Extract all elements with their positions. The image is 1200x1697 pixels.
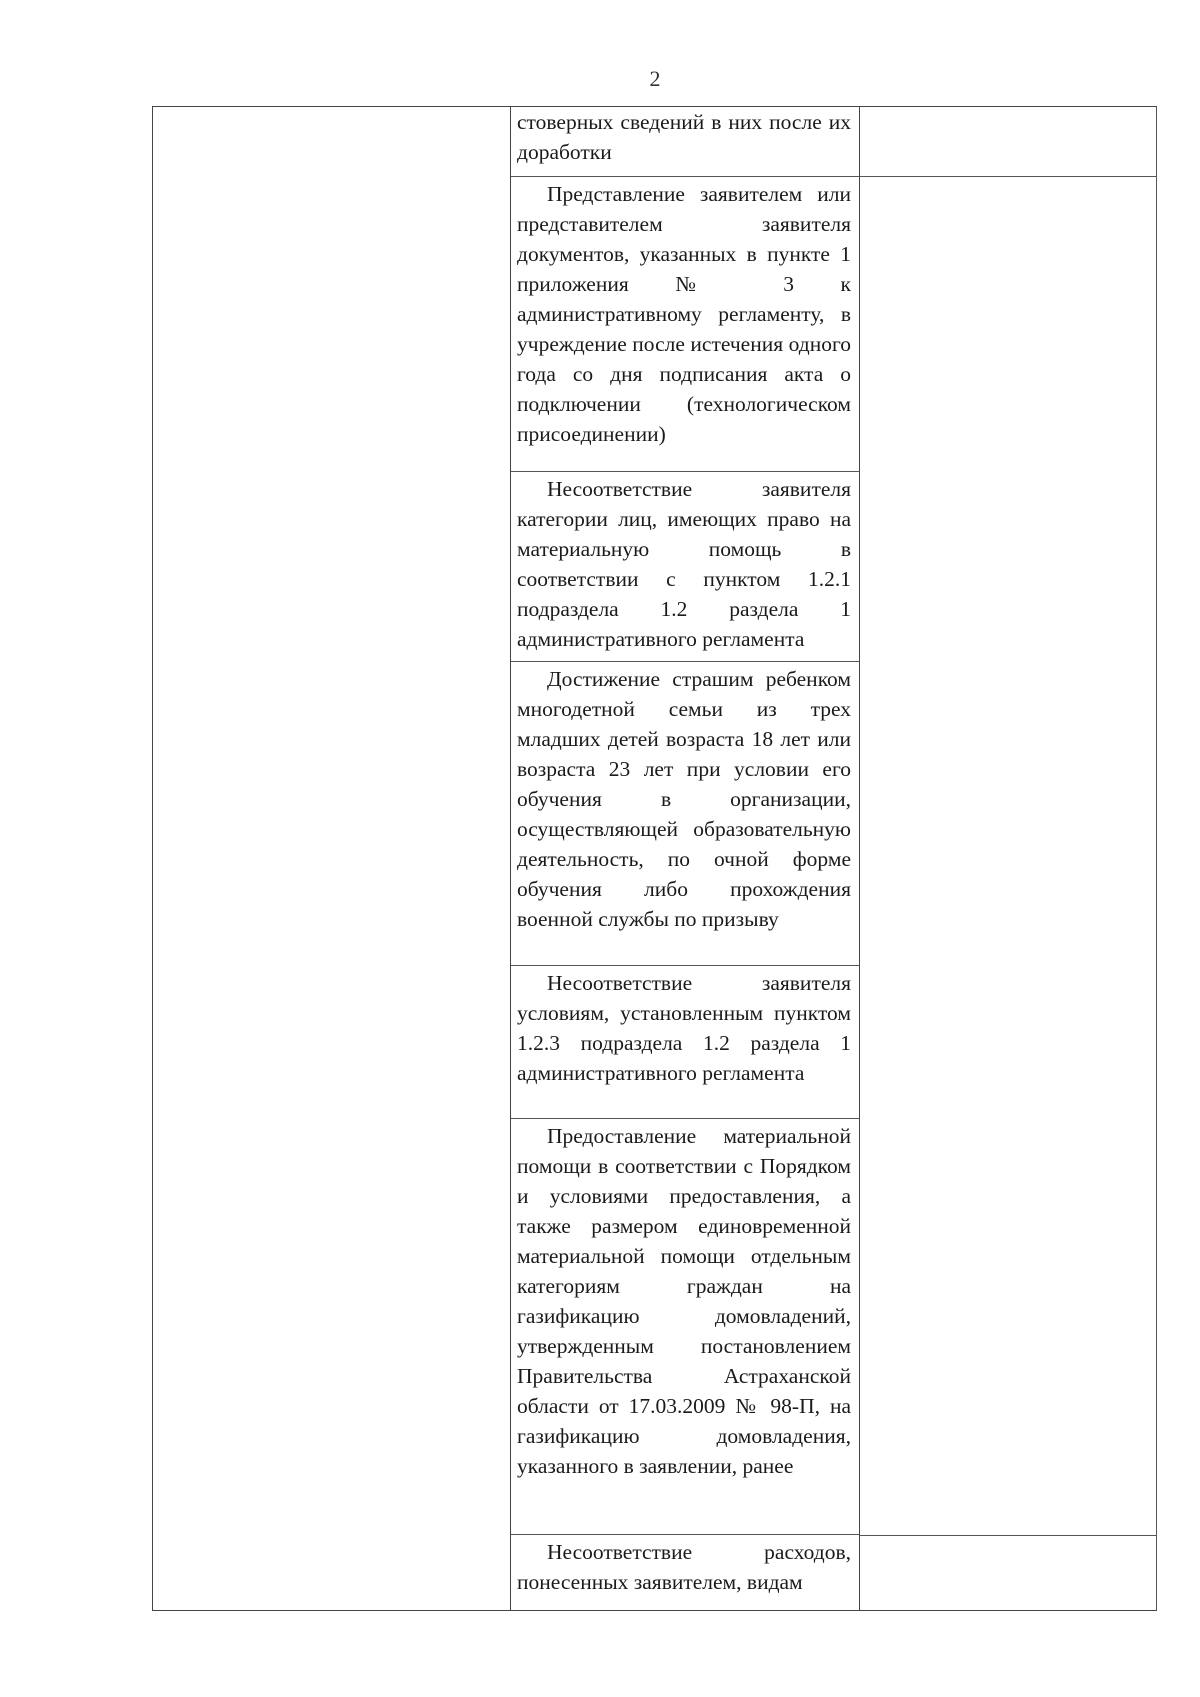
table-column-left [153, 107, 511, 1610]
row-text: Несоответствие заявителя условиям, установленным пунктом 1.2.3 подраздела 1.2 раздела 1 административного регламента [517, 971, 851, 1085]
table-row [511, 1119, 859, 1535]
row-text: Достижение страшим ребенком многодетной семьи из трех младших детей возраста 18 лет или возраста 23 лет при условии его обучения в организации, осуществляющей образовательную деятельность, по очной форме обучения либо прохождения военной службы по призыву [517, 667, 851, 931]
row-text: Несоответствие заявителя категории лиц, имеющих право на материальную помощь в соответствии с пунктом 1.2.1 подраздела 1.2 раздела 1 административного регламента [517, 477, 851, 651]
table-row [511, 107, 859, 177]
row-text: Представление заявителем или представителем заявителя документов, указанных в пункте 1 приложения № 3 к административному регламенту, в учреждение после истечения одного года со дня подписания акта о подключении (технологическом присоединении) [517, 182, 851, 446]
table-row [511, 966, 859, 1119]
document-table [152, 106, 1157, 1611]
row-text: Несоответствие расходов, понесенных заявителем, видам [517, 1540, 851, 1594]
row-text: стоверных сведений в них после их доработки [517, 110, 851, 164]
row-text: Предоставление материальной помощи в соответствии с Порядком и условиями предоставления, а также размером единовременной материальной помощи отдельным категориям граждан на газификацию домовладений, утвержденным постановлением Правительства Астраханской области от 17.03.2009 № 98-П, на газификацию домовладения, указанного в заявлении, ранее [517, 1124, 851, 1478]
table-row [511, 472, 859, 662]
table-row [511, 1535, 859, 1612]
table-row [511, 177, 859, 472]
page-number: 2 [649, 66, 661, 91]
table-column-reasons [511, 107, 859, 1610]
table-row [511, 662, 859, 966]
table-cell-empty [860, 107, 1156, 177]
table-cell-empty [860, 1535, 1156, 1536]
table-column-right [859, 107, 1156, 1610]
